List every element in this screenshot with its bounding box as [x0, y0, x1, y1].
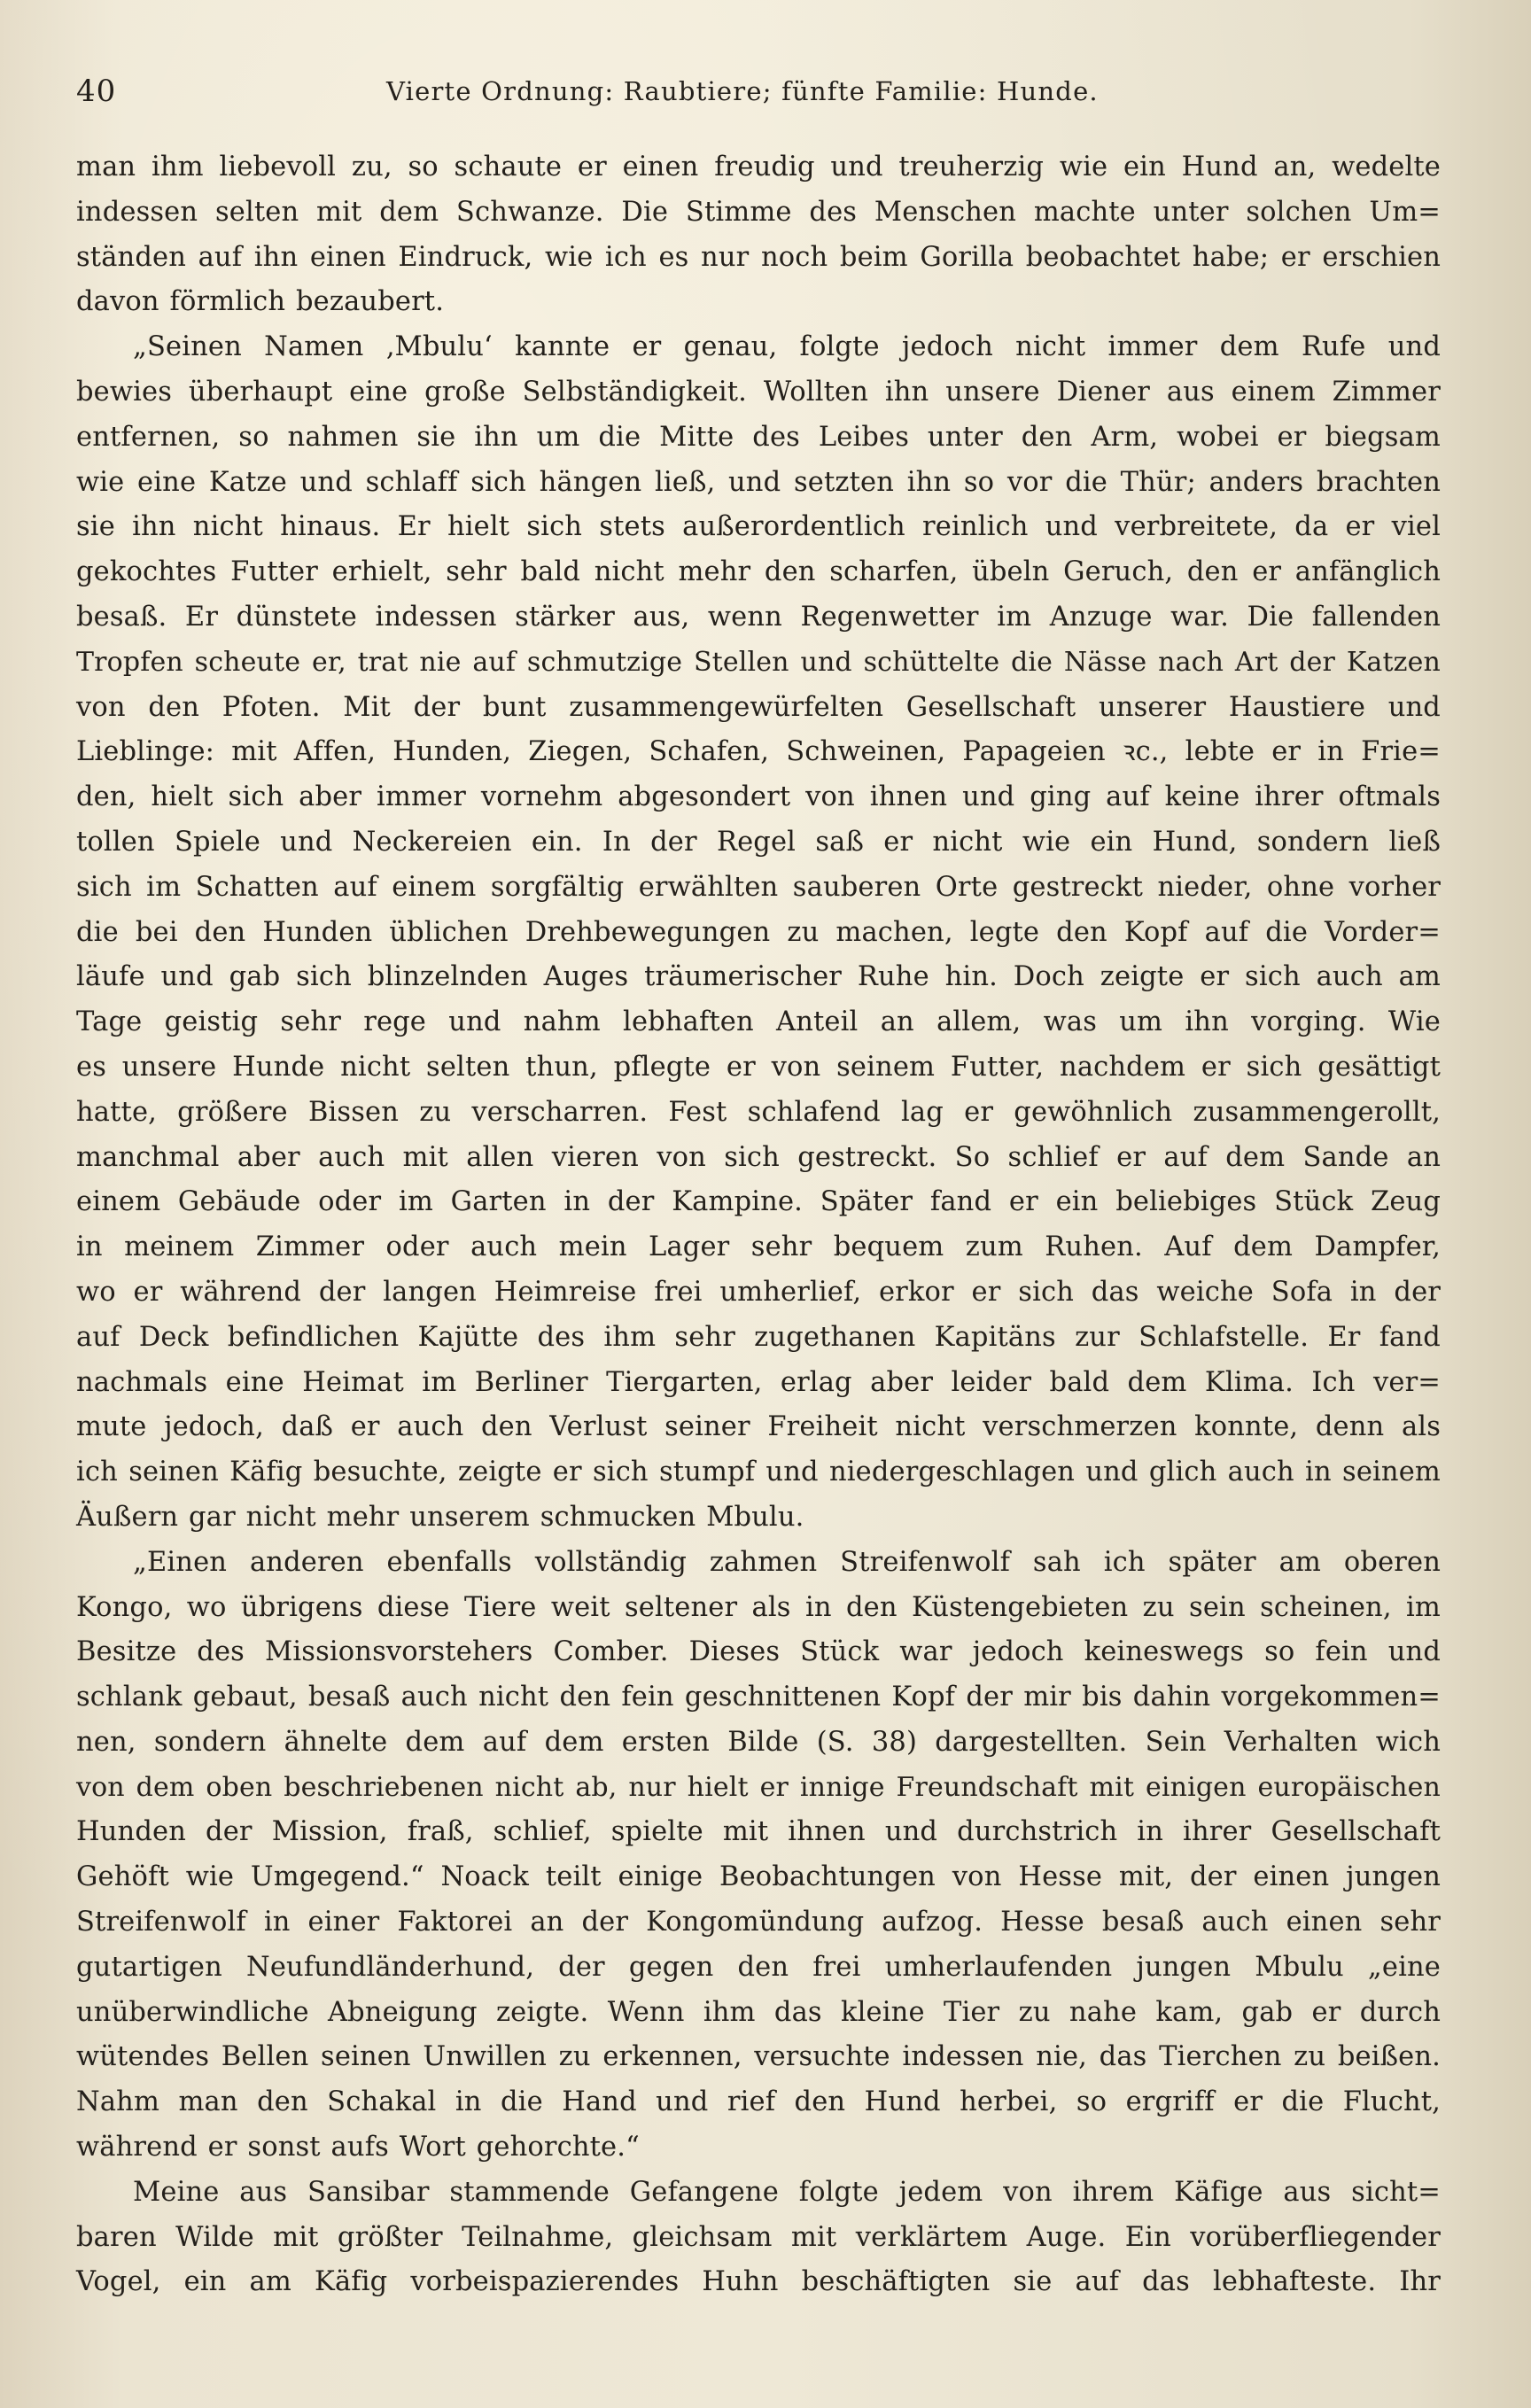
text-line: sie ihn nicht hinaus. Er hielt sich stets außerordentlich reinlich und verbreitete, da er viel — [76, 511, 1441, 543]
text-line: von dem oben beschriebenen nicht ab, nur hielt er innige Freundschaft mit einigen europäischen — [76, 1771, 1441, 1803]
text-line: man ihm liebevoll zu, so schaute er einen freudig und treuherzig wie ein Hund an, wedelte — [76, 151, 1441, 183]
text-line: gutartigen Neufundländerhund, der gegen den frei umherlaufenden jungen Mbulu „eine — [76, 1951, 1441, 1983]
body-text — [76, 145, 1441, 2305]
text-line: Meine aus Sansibar stammende Gefangene folgte jedem von ihrem Käfige aus sicht= — [133, 2176, 1441, 2208]
text-line: in meinem Zimmer oder auch mein Lager sehr bequem zum Ruhen. Auf dem Dampfer, — [76, 1231, 1441, 1263]
text-line: schlank gebaut, besaß auch nicht den fein geschnittenen Kopf der mir bis dahin vorgekommen= — [76, 1682, 1441, 1713]
text-line: während er sonst aufs Wort gehorchte.“ — [76, 2132, 640, 2163]
text-line: nachmals eine Heimat im Berliner Tiergarten, erlag aber leider bald dem Klima. Ich ver= — [76, 1366, 1441, 1398]
text-line: einem Gebäude oder im Garten in der Kampine. Später fand er ein beliebiges Stück Zeug — [76, 1186, 1441, 1218]
text-line: Nahm man den Schakal in die Hand und rief den Hund herbei, so ergriff er die Flucht, — [76, 2086, 1441, 2118]
text-line: auf Deck befindlichen Kajütte des ihm sehr zugethanen Kapitäns zur Schlafstelle. Er fand — [76, 1321, 1441, 1353]
text-line: mute jedoch, daß er auch den Verlust seiner Freiheit nicht verschmerzen konnte, denn als — [76, 1411, 1441, 1443]
text-line: gekochtes Futter erhielt, sehr bald nicht mehr den scharfen, übeln Geruch, den er anfänglich — [76, 556, 1441, 588]
text-line: manchmal aber auch mit allen vieren von sich gestreckt. So schlief er auf dem Sande an — [76, 1141, 1441, 1173]
text-line: sich im Schatten auf einem sorgfältig erwählten sauberen Orte gestreckt nieder, ohne vorher — [76, 871, 1441, 903]
text-line: Vogel, ein am Käfig vorbeispazierendes Huhn beschäftigten sie auf das lebhafteste. Ihr — [76, 2266, 1441, 2298]
text-line: davon förmlich bezaubert. — [76, 286, 445, 318]
text-line: Tage geistig sehr rege und nahm lebhaften Anteil an allem, was um ihn vorging. Wie — [76, 1006, 1441, 1038]
page-header — [76, 69, 1458, 113]
text-line: besaß. Er dünstete indessen stärker aus, wenn Regenwetter im Anzuge war. Die fallenden — [76, 601, 1441, 633]
text-line: Lieblinge: mit Affen, Hunden, Ziegen, Schafen, Schweinen, Papageien ꝛc., lebte er in Frie= — [76, 736, 1441, 768]
text-line: Streifenwolf in einer Faktorei an der Kongomündung aufzog. Hesse besaß auch einen sehr — [76, 1907, 1441, 1938]
text-line: indessen selten mit dem Schwanze. Die Stimme des Menschen machte unter solchen Um= — [76, 196, 1441, 228]
text-line: entfernen, so nahmen sie ihn um die Mitte des Leibes unter den Arm, wobei er biegsam — [76, 421, 1441, 453]
text-line: wo er während der langen Heimreise frei umherlief, erkor er sich das weiche Sofa in der — [76, 1276, 1441, 1308]
text-line: bewies überhaupt eine große Selbständigkeit. Wollten ihn unsere Diener aus einem Zimmer — [76, 376, 1441, 408]
text-line: „Seinen Namen ‚Mbulu‘ kannte er genau, folgte jedoch nicht immer dem Rufe und — [133, 331, 1441, 363]
text-line: läufe und gab sich blinzelnden Auges träumerischer Ruhe hin. Doch zeigte er sich auch am — [76, 961, 1441, 993]
text-line: ich seinen Käfig besuchte, zeigte er sich stumpf und niedergeschlagen und glich auch in seinem — [76, 1456, 1441, 1488]
text-line: hatte, größere Bissen zu verscharren. Fest schlafend lag er gewöhnlich zusammengerollt, — [76, 1096, 1441, 1128]
text-line: unüberwindliche Abneigung zeigte. Wenn ihm das kleine Tier zu nahe kam, gab er durch — [76, 1996, 1441, 2028]
text-line: wütendes Bellen seinen Unwillen zu erkennen, versuchte indessen nie, das Tierchen zu beißen. — [76, 2041, 1441, 2073]
page-number: 40 — [76, 74, 117, 109]
text-line: es unsere Hunde nicht selten thun, pflegte er von seinem Futter, nachdem er sich gesättigt — [76, 1051, 1441, 1083]
text-line: den, hielt sich aber immer vornehm abgesondert von ihnen und ging auf keine ihrer oftmals — [76, 781, 1441, 813]
text-line: baren Wilde mit größter Teilnahme, gleichsam mit verklärtem Auge. Ein vorüberfliegender — [76, 2221, 1441, 2253]
text-line: ständen auf ihn einen Eindruck, wie ich es nur noch beim Gorilla beobachtet habe; er erschien — [76, 241, 1441, 273]
running-head: Vierte Ordnung: Raubtiere; fünfte Familie: Hunde. — [386, 76, 1099, 106]
text-line: „Einen anderen ebenfalls vollständig zahmen Streifenwolf sah ich später am oberen — [133, 1546, 1441, 1578]
text-line: Hunden der Mission, fraß, schlief, spielte mit ihnen und durchstrich in ihrer Gesellschaft — [76, 1816, 1441, 1848]
text-line: von den Pfoten. Mit der bunt zusammengewürfelten Gesellschaft unserer Haustiere und — [76, 691, 1441, 723]
text-line: tollen Spiele und Neckereien ein. In der Regel saß er nicht wie ein Hund, sondern ließ — [76, 826, 1441, 858]
text-line: Tropfen scheute er, trat nie auf schmutzige Stellen und schüttelte die Nässe nach Art der Katzen — [76, 646, 1441, 678]
text-line: Gehöft wie Umgegend.“ Noack teilt einige Beobachtungen von Hesse mit, der einen jungen — [76, 1861, 1441, 1893]
text-line: Besitze des Missionsvorstehers Comber. Dieses Stück war jedoch keineswegs so fein und — [76, 1636, 1441, 1668]
text-line: nen, sondern ähnelte dem auf dem ersten Bilde (S. 38) dargestellten. Sein Verhalten wich — [76, 1726, 1441, 1758]
text-line: wie eine Katze und schlaff sich hängen ließ, und setzten ihn so vor die Thür; anders brachten — [76, 466, 1441, 498]
text-line: Äußern gar nicht mehr unserem schmucken Mbulu. — [76, 1501, 804, 1533]
text-line: Kongo, wo übrigens diese Tiere weit seltener als in den Küstengebieten zu sein scheinen, im — [76, 1591, 1441, 1623]
text-line: die bei den Hunden üblichen Drehbewegungen zu machen, legte den Kopf auf die Vorder= — [76, 916, 1441, 948]
